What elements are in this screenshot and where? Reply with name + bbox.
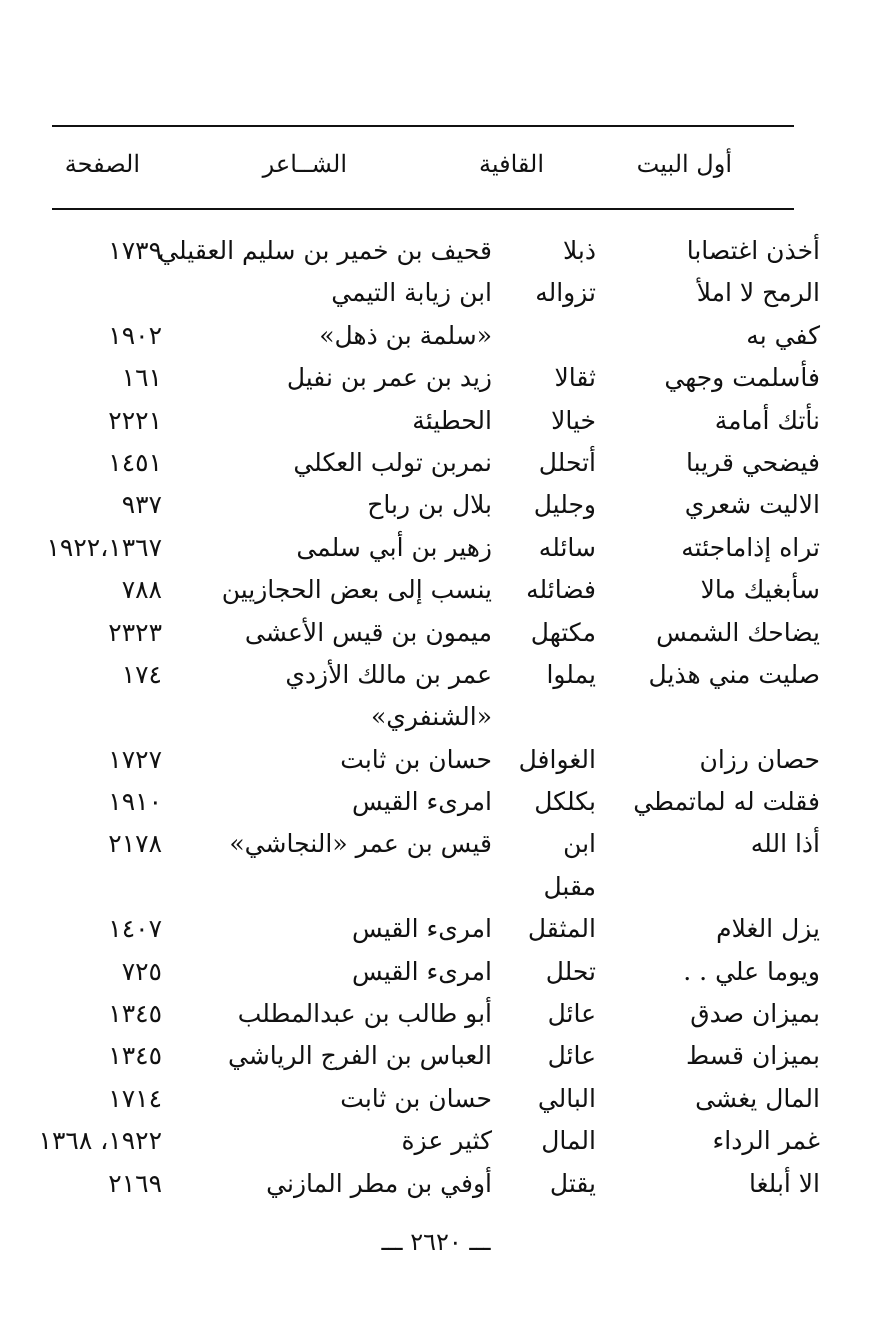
column-header-first-verse: أول البيت bbox=[636, 150, 732, 178]
rhyme-cell: عائل bbox=[547, 1041, 596, 1071]
first-verse-cell: صليت مني هذيل bbox=[648, 659, 820, 689]
column-header-poet: الشــاعر bbox=[262, 150, 347, 178]
page-ref-cell: ١٩٢٢،١٣٦٧ bbox=[46, 532, 162, 562]
header-bottom-rule bbox=[52, 208, 794, 210]
page-ref-cell: ٢٢٢١ bbox=[108, 405, 162, 435]
first-verse-cell: بميزان صدق bbox=[690, 999, 820, 1029]
rhyme-cell: ذبلا bbox=[562, 236, 596, 265]
page-ref-cell: ٩٣٧ bbox=[121, 490, 162, 520]
table-row bbox=[0, 272, 872, 314]
rhyme-cell: تحلل bbox=[545, 956, 596, 986]
page-ref-cell: ٢١٧٨ bbox=[108, 829, 162, 859]
first-verse-cell: غمر الرداء bbox=[712, 1126, 820, 1156]
page-ref-cell: ٢٣٢٣ bbox=[108, 617, 162, 647]
rhyme-cell: المثقل bbox=[527, 914, 596, 944]
rhyme-cell: بكلكل bbox=[534, 787, 596, 817]
poet-cell: «سلمة بن ذهل» bbox=[319, 320, 492, 350]
table-row bbox=[0, 1120, 872, 1162]
first-verse-cell: حصان رزان bbox=[699, 744, 820, 774]
table-row bbox=[0, 484, 872, 526]
page-ref-cell: ١٩١٠ bbox=[108, 787, 162, 817]
table-row bbox=[0, 569, 872, 611]
page-number: ـــ ٢٦٢٠ ـــ bbox=[381, 1228, 491, 1256]
first-verse-cell: تراه إذاماجئته bbox=[681, 532, 820, 562]
rhyme-cell: ابن bbox=[563, 829, 596, 859]
first-verse-cell: فيضحي قريبا bbox=[686, 447, 820, 477]
poet-cell: زيد بن عمر بن نفيل bbox=[286, 363, 492, 393]
first-verse-cell: كفي به bbox=[746, 320, 820, 350]
rhyme-cell: يملوا bbox=[546, 659, 596, 689]
poet-cell: أوفي بن مطر المازني bbox=[266, 1168, 492, 1198]
rhyme-cell: المال bbox=[541, 1126, 596, 1156]
page-ref-cell: ٢١٦٩ bbox=[108, 1168, 162, 1198]
page-ref-cell: ١٧٤ bbox=[121, 659, 162, 689]
table-row bbox=[0, 1035, 872, 1077]
first-verse-cell: الرمح لا املأ bbox=[696, 278, 820, 308]
first-verse-cell: ويوما علي . . bbox=[683, 956, 820, 986]
poet-cell: قيس بن عمر «النجاشي» bbox=[229, 829, 492, 859]
column-header-page: الصفحة bbox=[64, 150, 140, 178]
poet-cell: ميمون بن قيس الأعشى bbox=[244, 617, 492, 647]
first-verse-cell: الا أبلغا bbox=[748, 1168, 820, 1198]
first-verse-cell: سأبغيك مالا bbox=[700, 575, 820, 605]
first-verse-cell: الاليت شعري bbox=[684, 490, 820, 520]
table-row bbox=[0, 696, 872, 738]
page-ref-cell: ١٣٤٥ bbox=[108, 999, 162, 1029]
rhyme-cell: ثقالا bbox=[554, 363, 596, 393]
table-row bbox=[0, 442, 872, 484]
page-ref-cell: ١٣٤٥ bbox=[108, 1041, 162, 1071]
first-verse-cell: فأسلمت وجهي bbox=[664, 363, 820, 393]
page-ref-cell: ١٦١ bbox=[121, 363, 162, 393]
page-ref-cell: ١٧١٤ bbox=[108, 1083, 162, 1113]
rhyme-cell: أتحلل bbox=[538, 447, 596, 477]
poet-cell: حسان بن ثابت bbox=[340, 744, 492, 774]
poet-cell: قحيف بن خمير بن سليم العقيلي bbox=[158, 236, 492, 265]
table-row bbox=[0, 908, 872, 950]
page-ref-cell: ١٤٥١ bbox=[108, 447, 162, 477]
table-row bbox=[0, 230, 872, 272]
rhyme-cell: تزواله bbox=[535, 278, 596, 308]
rhyme-cell: وجليل bbox=[533, 490, 596, 520]
page-ref-cell: ٧٨٨ bbox=[121, 575, 162, 605]
page-ref-cell: ١٤٠٧ bbox=[108, 914, 162, 944]
poet-cell: نمربن تولب العكلي bbox=[293, 447, 492, 477]
page-ref-cell: ١٩٢٢، ١٣٦٨ bbox=[38, 1126, 162, 1156]
index-table bbox=[0, 230, 872, 1205]
page-ref-cell: ٧٢٥ bbox=[121, 956, 162, 986]
table-row bbox=[0, 866, 872, 908]
table-row bbox=[0, 527, 872, 569]
first-verse-cell: أذا الله bbox=[750, 829, 820, 859]
table-row bbox=[0, 739, 872, 781]
poet-cell: بلال بن رباح bbox=[367, 490, 492, 520]
rhyme-cell: فضائله bbox=[526, 575, 596, 605]
poet-cell: حسان بن ثابت bbox=[340, 1083, 492, 1113]
table-row bbox=[0, 400, 872, 442]
first-verse-cell: المال يغشى bbox=[695, 1083, 820, 1113]
table-row bbox=[0, 951, 872, 993]
poet-cell: ينسب إلى بعض الحجازيين bbox=[221, 575, 492, 605]
poet-cell: عمر بن مالك الأزدي bbox=[285, 659, 492, 689]
page-ref-cell: ١٧٢٧ bbox=[108, 744, 162, 774]
poet-cell: امرىء القيس bbox=[351, 914, 492, 944]
table-row bbox=[0, 315, 872, 357]
table-row bbox=[0, 993, 872, 1035]
table-row bbox=[0, 823, 872, 865]
first-verse-cell: فقلت له لماتمطي bbox=[633, 787, 820, 817]
rhyme-cell: البالي bbox=[537, 1083, 596, 1113]
first-verse-cell: نأتك أمامة bbox=[714, 405, 820, 435]
rhyme-cell: مكتهل bbox=[530, 617, 596, 647]
header-top-rule bbox=[52, 125, 794, 127]
first-verse-cell: يضاحك الشمس bbox=[656, 617, 820, 647]
rhyme-cell: خيالا bbox=[551, 405, 596, 435]
rhyme-cell: الغوافل bbox=[518, 744, 596, 774]
table-row bbox=[0, 654, 872, 696]
first-verse-cell: بميزان قسط bbox=[686, 1041, 820, 1071]
table-row bbox=[0, 612, 872, 654]
poet-cell: كثير عزة bbox=[401, 1126, 492, 1156]
table-row bbox=[0, 1078, 872, 1120]
rhyme-cell: يقتل bbox=[549, 1168, 596, 1198]
rhyme-cell: سائله bbox=[538, 532, 596, 562]
table-row bbox=[0, 781, 872, 823]
poet-cell: ابن زيابة التيمي bbox=[331, 278, 492, 308]
rhyme-cell: مقبل bbox=[543, 871, 596, 901]
poet-cell: أبو طالب بن عبدالمطلب bbox=[237, 999, 492, 1029]
rhyme-cell: عائل bbox=[547, 999, 596, 1029]
poet-cell: زهير بن أبي سلمى bbox=[296, 532, 492, 562]
page-ref-cell: ١٩٠٢ bbox=[108, 320, 162, 350]
poet-cell: العباس بن الفرج الرياشي bbox=[228, 1041, 492, 1071]
table-row bbox=[0, 357, 872, 399]
first-verse-cell: أخذن اغتصابا bbox=[686, 236, 820, 265]
poet-cell: امرىء القيس bbox=[351, 787, 492, 817]
first-verse-cell: يزل الغلام bbox=[716, 914, 820, 944]
page-ref-cell: ١٧٣٩ bbox=[108, 236, 162, 265]
column-header-rhyme: القافية bbox=[478, 150, 544, 178]
poet-cell: امرىء القيس bbox=[351, 956, 492, 986]
poet-cell: «الشنفري» bbox=[370, 702, 492, 732]
table-row bbox=[0, 1163, 872, 1205]
poet-cell: الحطيئة bbox=[412, 405, 492, 435]
